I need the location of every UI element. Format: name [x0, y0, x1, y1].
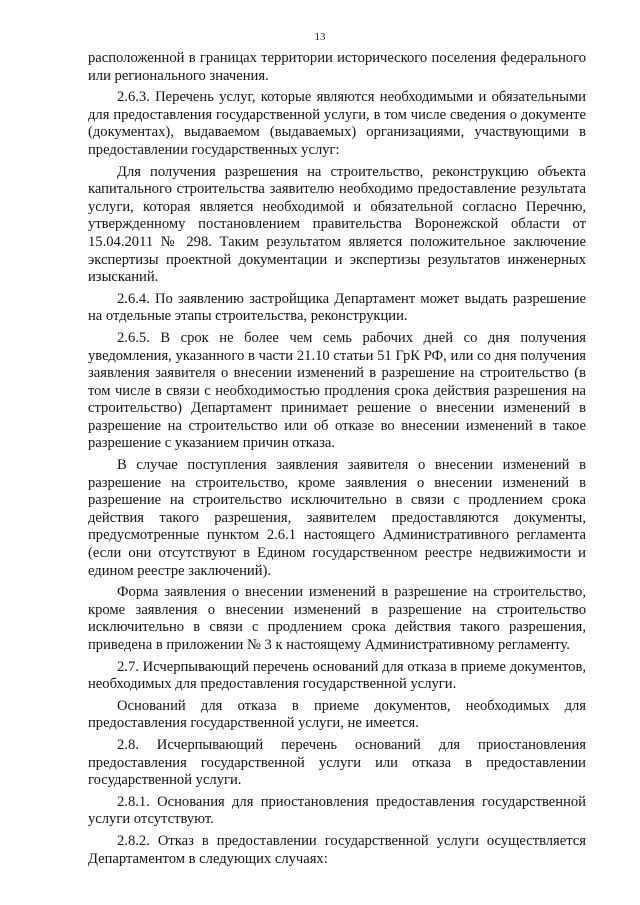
document-body	[88, 50, 586, 872]
page-number: 13	[314, 31, 326, 43]
paragraph-application-form: Форма заявления о внесении изменений в разрешение на строительство, кроме заявления о внесении изменений в разрешение на строительство исключительно в связи с продлением срока действия такого разрешения, приведена в приложении № 3 к настоящему Административному регламенту.	[88, 584, 586, 653]
paragraph-2-8-2: 2.8.2. Отказ в предоставлении государственной услуги осуществляется Департаментом в следующих случаях:	[88, 832, 586, 867]
paragraph-2-6-3: 2.6.3. Перечень услуг, которые являются необходимыми и обязательными для предоставления государственной услуги, в том числе сведения о документе (документах), выдаваемом (выдаваемых) организациями, участвующими в предоставлении государственных услуг:	[88, 89, 586, 158]
paragraph-2-8-1: 2.8.1. Основания для приостановления предоставления государственной услуги отсутствуют.	[88, 793, 586, 828]
paragraph-2-6-5: 2.6.5. В срок не более чем семь рабочих дней со дня получения уведомления, указанного в части 21.10 статьи 51 ГрК РФ, или со дня получения заявления заявителя о внесении изменений в разрешение на строительство (в том числе в связи с необходимостью продления срока действия разрешения на строительство) Департамент принимает решение о внесении изменений в разрешение на строительство или об отказе во внесении изменений в такое разрешение с указанием причин отказа.	[88, 329, 586, 452]
paragraph-change-request: В случае поступления заявления заявителя о внесении изменений в разрешение на строительство, кроме заявления о внесении изменений в разрешение на строительство исключительно в связи с продлением срока действия такого разрешения, заявителем предоставляются документы, предусмотренные пунктом 2.6.1 настоящего Административного регламента (если они отсутствуют в Едином государственном реестре недвижимости и едином реестре заключений).	[88, 457, 586, 579]
paragraph-2-6-4: 2.6.4. По заявлению застройщика Департамент может выдать разрешение на отдельные этапы строительства, реконструкции.	[88, 290, 586, 325]
paragraph-2-7: 2.7. Исчерпывающий перечень оснований для отказа в приеме документов, необходимых для предоставления государственной услуги.	[88, 658, 586, 693]
paragraph-2-8: 2.8. Исчерпывающий перечень оснований для приостановления предоставления государственной услуги или отказа в предоставлении государственной услуги.	[88, 736, 586, 789]
paragraph-no-refusal-grounds: Оснований для отказа в приеме документов, необходимых для предоставления государственной услуги, не имеется.	[88, 697, 586, 732]
paragraph-continuation: расположенной в границах территории исторического поселения федерального или регионального значения.	[88, 50, 586, 84]
paragraph-permit-requirements: Для получения разрешения на строительство, реконструкцию объекта капитального строительства заявителю необходимо предоставление результата услуги, которая является необходимой и обязательной согласно Перечню, утвержденному постановлением правительства Воронежской области от 15.04.2011 № 298. Таким результатом является положительное заключение экспертизы проектной документации и экспертизы результатов инженерных изысканий.	[88, 163, 586, 286]
